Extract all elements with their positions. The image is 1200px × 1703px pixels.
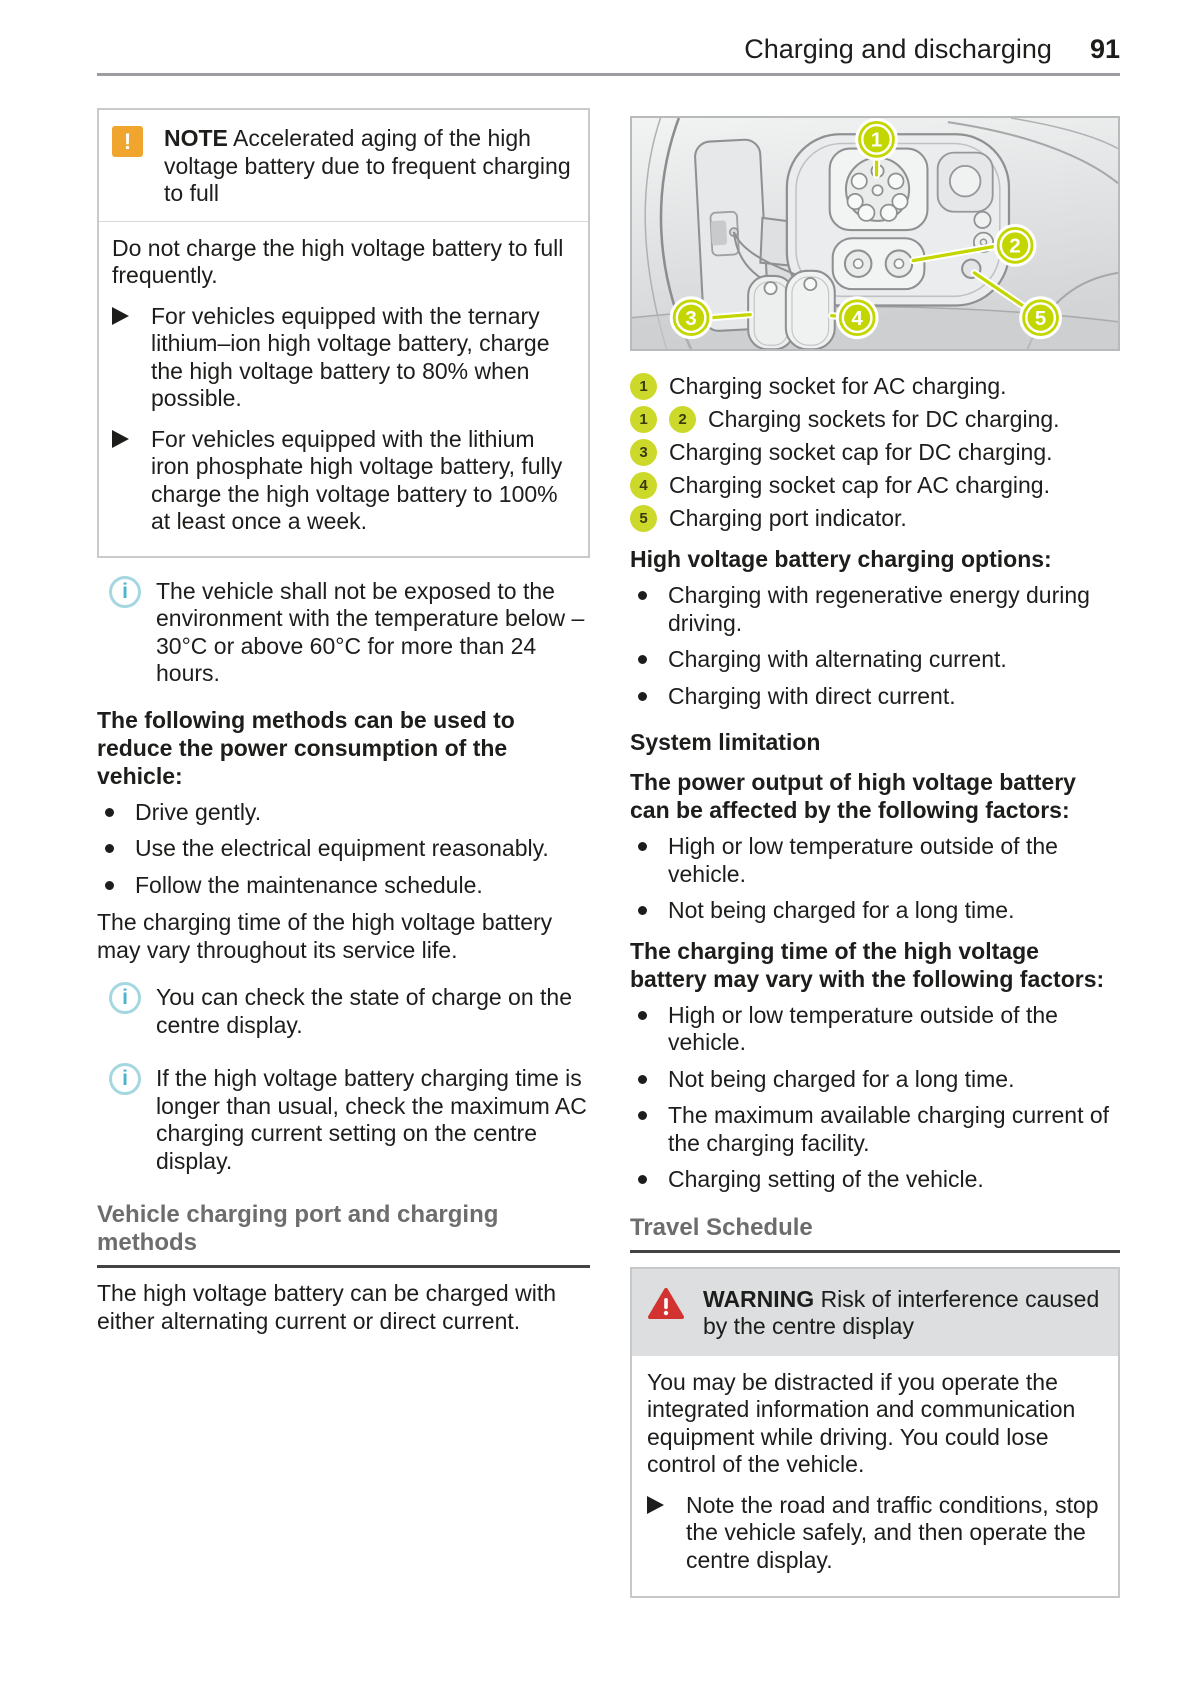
time-factors-list (630, 1002, 1120, 1194)
bullet-dot-icon (105, 808, 114, 817)
latch-pocket (938, 153, 993, 212)
list-item-text: Not being charged for a long time. (668, 897, 1015, 924)
legend-text: Charging socket cap for DC charging. (669, 439, 1053, 466)
note-box-header (99, 110, 588, 222)
legend-text: Charging sockets for DC charging. (708, 406, 1060, 433)
bullet-dot-icon (638, 1075, 647, 1084)
charging-port-figure (630, 116, 1120, 351)
info-note (109, 1065, 590, 1175)
methods-heading: The following methods can be used to reduce the power consumption of the vehicle: (97, 706, 515, 789)
bullet-dot-icon (638, 842, 647, 851)
callout-number: 4 (851, 307, 863, 330)
bullet-dot-icon (638, 1111, 647, 1120)
legend-marker-1: 1 (630, 373, 657, 400)
warning-badge: WARNING (703, 1285, 815, 1312)
bullet-dot-icon (638, 591, 647, 600)
warning-body-text: You may be distracted if you operate the integrated information and communication equipment while driving. You could lose control of the vehicle. (647, 1368, 1076, 1478)
list-item-text: The maximum available charging current of the charging facility. (668, 1102, 1110, 1156)
list-item (630, 1102, 1120, 1157)
section-intro-paragraph: The high voltage battery can be charged with either alternating current or direct current. (97, 1280, 557, 1334)
callout-4 (837, 298, 877, 338)
page-header (97, 34, 1120, 76)
charging-port-illustration (632, 118, 1118, 349)
list-item-text: Charging with regenerative energy during driving. (668, 582, 1090, 636)
note-title-text: Accelerated aging of the high voltage battery due to frequent charging to full (164, 125, 571, 206)
note-body-text: Do not charge the high voltage battery to full frequently. (112, 234, 564, 288)
bullet-dot-icon (638, 906, 647, 915)
charging-options-heading: High voltage battery charging options: (630, 546, 1052, 573)
legend-marker-3: 3 (630, 439, 657, 466)
note-action-item (112, 426, 574, 536)
list-item-text: Follow the maintenance schedule. (135, 871, 483, 898)
legend-item (630, 371, 1120, 401)
list-item-text: Not being charged for a long time. (668, 1065, 1015, 1092)
header-rule (97, 73, 1120, 76)
list-item-text: Use the electrical equipment reasonably. (135, 835, 549, 861)
bullet-dot-icon (638, 1011, 647, 1020)
note-action-item (112, 303, 574, 413)
legend-item (630, 503, 1120, 533)
arrow-bullet-icon (112, 430, 129, 448)
bullet-dot-icon (638, 692, 647, 701)
note-box-body (99, 222, 588, 556)
note-action-text: For vehicles equipped with the ternary lithium–ion high voltage battery, charge the high voltage battery to 80% when possible. (151, 302, 550, 411)
power-output-heading: The power output of high voltage battery can be affected by the following factors: (630, 769, 1076, 824)
callout-2 (995, 225, 1035, 265)
list-item (97, 872, 590, 900)
info-note-text: You can check the state of charge on the centre display. (156, 984, 572, 1038)
legend-item (630, 437, 1120, 467)
note-exclamation-icon: ! (112, 126, 143, 157)
bullet-dot-icon (105, 844, 114, 853)
warning-box-body (632, 1356, 1118, 1597)
power-factors-list (630, 833, 1120, 925)
arrow-bullet-icon (647, 1496, 664, 1514)
list-item (630, 646, 1120, 674)
legend-text: Charging socket cap for AC charging. (669, 472, 1050, 499)
warning-triangle-icon (647, 1287, 685, 1321)
list-item (97, 835, 590, 863)
legend-marker-4: 4 (630, 472, 657, 499)
callout-1 (857, 120, 897, 160)
charging-time-heading: The charging time of the high voltage battery may vary with the following factors: (630, 937, 1105, 992)
figure-legend (630, 371, 1120, 533)
legend-marker-2: 2 (669, 406, 696, 433)
info-note (109, 984, 590, 1039)
section-heading-vehicle-charging-port: Vehicle charging port and charging methods (97, 1201, 590, 1268)
legend-item (630, 470, 1120, 500)
list-item (630, 683, 1120, 711)
methods-list (97, 799, 590, 900)
note-box (97, 108, 590, 558)
note-action-text: For vehicles equipped with the lithium iron phosphate high voltage battery, fully charge the high voltage battery to 100% at least once a week. (151, 425, 563, 534)
list-item-text: Charging setting of the vehicle. (668, 1166, 984, 1193)
ac-socket-cap (786, 271, 835, 349)
callout-5 (1021, 298, 1061, 338)
list-item (630, 1066, 1120, 1094)
dc-charging-socket (833, 238, 925, 289)
list-item (630, 833, 1120, 888)
charging-options-list (630, 582, 1120, 710)
warning-box (630, 1267, 1120, 1599)
info-icon: i (109, 982, 141, 1014)
warning-action-item (647, 1492, 1103, 1575)
legend-marker-1: 1 (630, 406, 657, 433)
header-title: Charging and discharging (744, 34, 1052, 64)
bullet-dot-icon (638, 655, 647, 664)
content-columns (97, 108, 1120, 1598)
left-column (97, 108, 590, 1335)
list-item-text: High or low temperature outside of the vehicle. (668, 833, 1058, 887)
note-title (164, 125, 572, 208)
legend-marker-5: 5 (630, 505, 657, 532)
info-icon: i (109, 1063, 141, 1095)
list-item (630, 1166, 1120, 1194)
callout-number: 5 (1034, 307, 1047, 330)
callout-number: 2 (1009, 235, 1021, 258)
note-badge: NOTE (164, 125, 228, 151)
callout-number: 3 (685, 307, 697, 330)
charging-time-paragraph: The charging time of the high voltage battery may vary throughout its service life. (97, 909, 553, 963)
list-item (630, 582, 1120, 637)
warning-title (703, 1286, 1102, 1341)
list-item-text: High or low temperature outside of the vehicle. (668, 1001, 1058, 1056)
callout-3 (671, 298, 711, 338)
list-item (630, 897, 1120, 925)
info-note (109, 578, 590, 688)
list-item-text: Charging with direct current. (668, 682, 956, 709)
panel-detail-circle (974, 212, 990, 228)
list-item (97, 799, 590, 827)
info-note-text: If the high voltage battery charging time is longer than usual, check the maximum AC charging current setting on the centre display. (156, 1065, 587, 1174)
section-heading-travel-schedule: Travel Schedule (630, 1214, 1120, 1253)
list-item-text: Drive gently. (135, 798, 262, 825)
arrow-bullet-icon (112, 307, 129, 325)
callout-number: 1 (870, 129, 883, 152)
warning-box-header (632, 1269, 1118, 1356)
bullet-dot-icon (105, 881, 114, 890)
info-icon: i (109, 576, 141, 608)
list-item (630, 1002, 1120, 1057)
list-item-text: Charging with alternating current. (668, 646, 1007, 673)
right-column (630, 108, 1120, 1598)
legend-text: Charging port indicator. (669, 505, 907, 532)
legend-text: Charging socket for AC charging. (669, 373, 1007, 400)
bullet-dot-icon (638, 1175, 647, 1184)
warning-action-text: Note the road and traffic conditions, stop the vehicle safely, and then operate the centre display. (686, 1491, 1099, 1573)
warning-title-text: Risk of interference caused by the centre display (703, 1285, 1100, 1340)
page-number: 91 (1089, 34, 1120, 64)
system-limitation-heading: System limitation (630, 729, 821, 756)
legend-item (630, 404, 1120, 434)
info-note-text: The vehicle shall not be exposed to the environment with the temperature below –30°C or above 60°C for more than 24 hours. (156, 577, 585, 686)
